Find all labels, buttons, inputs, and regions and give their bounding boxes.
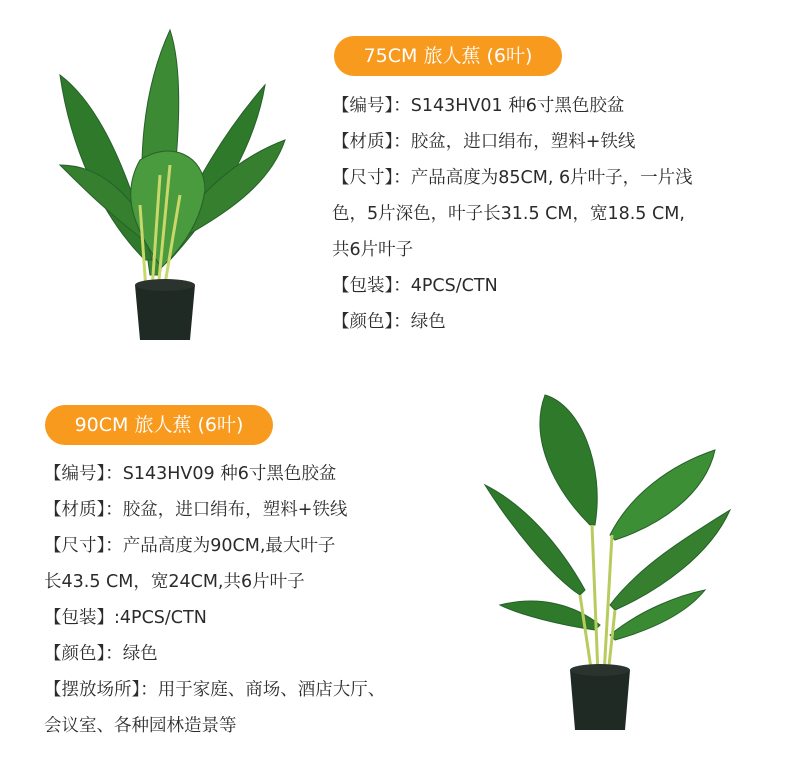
spec-code: 【编号】：S143HV01 种6寸黑色胶盆 — [332, 96, 625, 116]
spec-list — [332, 88, 782, 340]
spec-package: 【包装】:4PCS/CTN — [44, 608, 207, 628]
spec-list — [44, 456, 474, 744]
potted-plant-image — [40, 15, 300, 345]
spec-code: 【编号】：S143HV09 种6寸黑色胶盆 — [44, 464, 337, 484]
spec-material: 【材质】：胶盆，进口绢布，塑料+铁线 — [44, 500, 348, 520]
spec-size: 【尺寸】：产品高度为90CM,最大叶子 — [44, 536, 336, 556]
spec-size-cont: 共6片叶子 — [332, 240, 414, 260]
spec-package: 【包装】：4PCS/CTN — [332, 276, 498, 296]
spec-color: 【颜色】：绿色 — [44, 644, 158, 664]
spec-location: 【摆放场所】：用于家庭、商场、酒店大厅、 — [44, 680, 386, 700]
spec-size-cont: 色，5片深色，叶子长31.5 CM，宽18.5 CM, — [332, 204, 685, 224]
spec-location-cont: 会议室、各种园林造景等 — [44, 716, 237, 736]
product-title-badge: 90CM 旅人蕉 (6叶) — [45, 405, 273, 445]
product-title-badge: 75CM 旅人蕉 (6叶) — [334, 36, 562, 76]
spec-material: 【材质】：胶盆，进口绢布，塑料+铁线 — [332, 132, 636, 152]
potted-plant-image — [460, 385, 750, 735]
spec-size-cont: 长43.5 CM，宽24CM,共6片叶子 — [44, 572, 305, 592]
spec-color: 【颜色】：绿色 — [332, 312, 446, 332]
spec-size: 【尺寸】：产品高度为85CM, 6片叶子，一片浅 — [332, 168, 693, 188]
